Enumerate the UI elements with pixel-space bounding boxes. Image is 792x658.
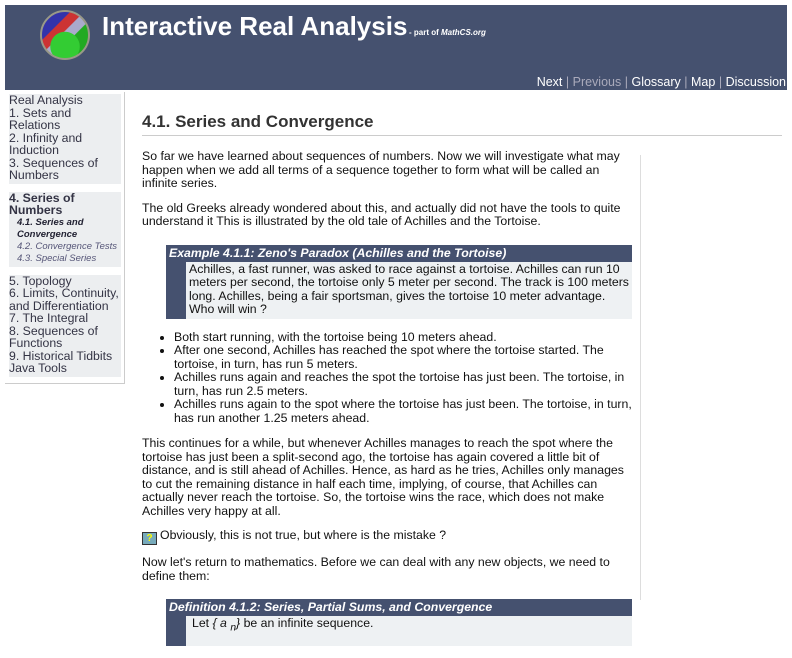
question-text: Obviously, this is not true, but where is the mistake ?: [160, 528, 447, 542]
nav-map[interactable]: Map: [691, 75, 716, 89]
nav-next[interactable]: Next: [536, 75, 563, 89]
def-text: Let: [192, 616, 210, 630]
paragraph: Now let's return to mathematics. Before we can deal with any new objects, we need to define them:: [142, 555, 610, 583]
nav-previous: Previous: [572, 75, 622, 89]
sidebar-group-current: [9, 192, 121, 267]
sidebar-subitem-current[interactable]: 4.1. Series and Convergence: [17, 216, 84, 240]
help-icon[interactable]: ?: [142, 532, 157, 545]
definition-title: Definition 4.1.2: Series, Partial Sums, and Convergence: [166, 599, 632, 616]
part-of-prefix: - part of: [409, 28, 439, 37]
def-close: }: [236, 616, 241, 630]
list-item: • Achilles runs again to the spot where the tortoise has just been. The tortoise, in turn, has run another 1.25 meters ahead.: [174, 398, 634, 425]
sidebar-item[interactable]: 6. Limits, Continuity, and Differentiation: [9, 286, 119, 313]
site-title: Interactive Real Analysis: [102, 11, 408, 41]
sidebar-item-current[interactable]: 4. Series of Numbers: [9, 190, 75, 217]
paragraph: The old Greeks already wondered about this, and actually did not have the tools to quite understand it This is illustrated by the old tale of Achilles and the Tortoise.: [142, 200, 621, 228]
def-seq: { a: [212, 616, 227, 630]
sidebar-item[interactable]: Real Analysis: [9, 93, 83, 107]
sidebar: [5, 92, 125, 384]
site-header: [5, 5, 787, 90]
definition-body: [166, 616, 632, 646]
definition-box: [166, 599, 632, 646]
steps-list: [174, 331, 782, 426]
example-box: [166, 245, 632, 319]
mathcs-link[interactable]: MathCS.org: [441, 28, 486, 37]
sidebar-item[interactable]: 2. Infinity and Induction: [9, 130, 83, 157]
sidebar-item[interactable]: 9. Historical Tidbits: [9, 348, 113, 363]
site-logo[interactable]: [40, 10, 90, 60]
list-item: • Both start running, with the tortoise being 10 meters ahead.: [174, 331, 634, 345]
top-nav: Next | Previous | Glossary | Map | Discussion: [536, 75, 786, 89]
sidebar-subitem[interactable]: 4.2. Convergence Tests: [17, 240, 117, 252]
question-paragraph: [142, 529, 634, 545]
page-title: 4.1. Series and Convergence: [142, 112, 782, 136]
sidebar-item[interactable]: 5. Topology: [9, 273, 72, 288]
list-item: • Achilles runs again and reaches the spot the tortoise has just been. The tortoise, in turn, has run 2.5 meters.: [174, 371, 634, 398]
sidebar-item[interactable]: Java Tools: [9, 361, 67, 375]
sidebar-item[interactable]: 3. Sequences of Numbers: [9, 155, 98, 182]
def-text: be an infinite sequence.: [243, 616, 374, 630]
sidebar-subitem[interactable]: 4.3. Special Series: [17, 252, 97, 264]
sidebar-item[interactable]: 7. The Integral: [9, 311, 89, 325]
sidebar-item[interactable]: 8. Sequences of Functions: [9, 323, 98, 350]
part-of-label: [409, 28, 486, 37]
example-body: Achilles, a fast runner, was asked to race against a tortoise. Achilles can run 10 meters per second, the tortoise only 5 meter per second. The track is 100 meters long. Achilles, being a fair sportsman, gives the tortoise 10 meter advantage. Who will win ?: [166, 262, 632, 319]
def-sub: n: [230, 622, 237, 634]
paragraph: This continues for a while, but whenever Achilles manages to reach the spot where the tortoise has just been a split-second ago, the tortoise has again covered a little bit of distance, and is still ahead of Achilles. Hence, as hard as he tries, Achilles only manages to cut the remaining distance in half each time, implying, of course, that Achilles can actually never reach the tortoise. So, the tortoise wins the race, which does not make Achilles very happy at all.: [142, 436, 624, 518]
example-title: Example 4.1.1: Zeno's Paradox (Achilles and the Tortoise): [166, 245, 632, 262]
list-item: • After one second, Achilles has reached the spot where the tortoise started. The tortoise, in turn, has run 5 meters.: [174, 344, 634, 371]
sidebar-item[interactable]: 1. Sets and Relations: [9, 105, 72, 132]
nav-glossary[interactable]: Glossary: [631, 75, 681, 89]
sidebar-group: [9, 275, 121, 377]
sidebar-group: [9, 94, 121, 184]
nav-discussion[interactable]: Discussion: [725, 75, 786, 89]
paragraph: So far we have learned about sequences of numbers. Now we will investigate what may happen when we add all terms of a sequence together to form what will be called an infinite series.: [142, 149, 620, 190]
main-content: [142, 112, 782, 658]
